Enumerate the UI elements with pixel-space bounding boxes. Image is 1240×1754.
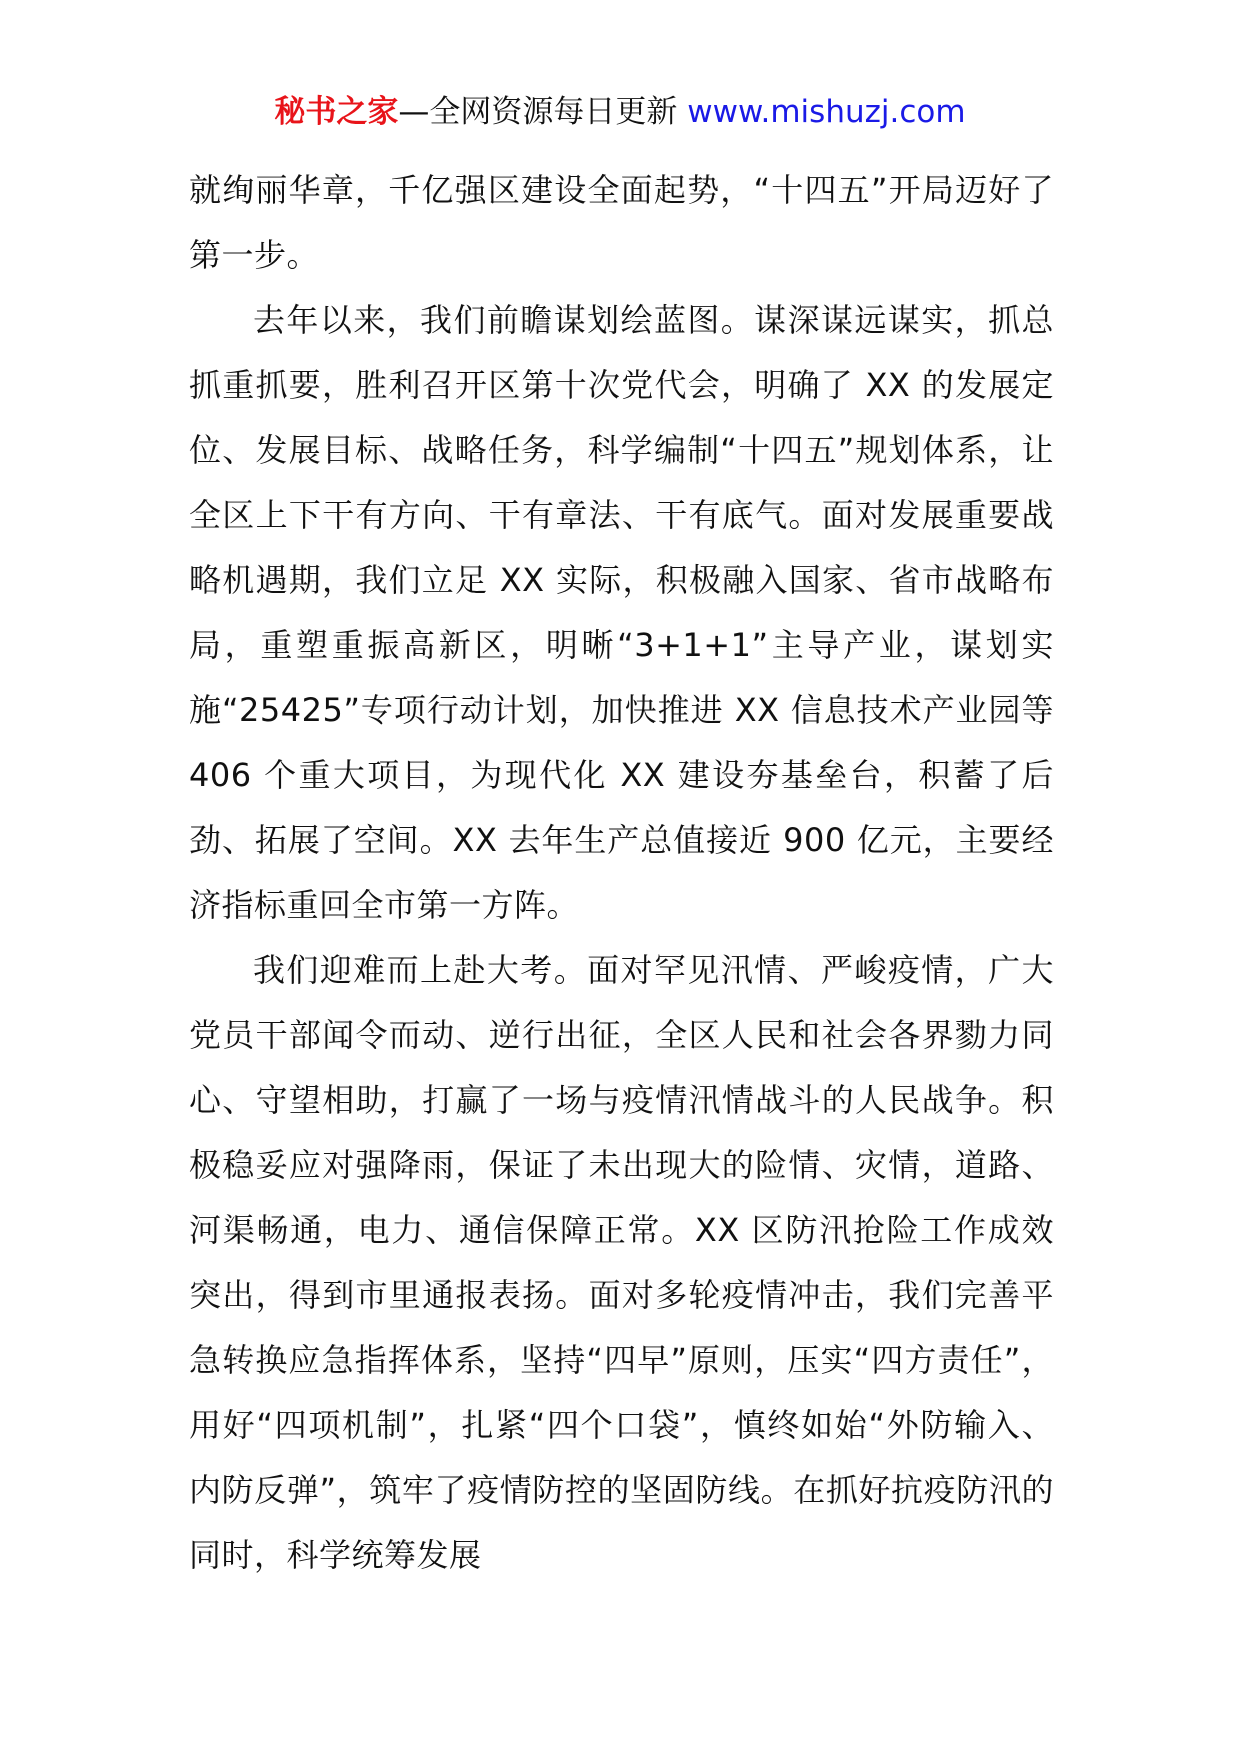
paragraph-challenges: 我们迎难而上赴大考。面对罕见汛情、严峻疫情，广大党员干部闻令而动、逆行出征，全区人民和社会各界勠力同心、守望相助，打赢了一场与疫情汛情战斗的人民战争。积极稳妥应对强降雨，保证了未出现大的险情、灾情，道路、河渠畅通，电力、通信保障正常。XX 区防汛抢险工作成效突出，得到市里通报表扬。面对多轮疫情冲击，我们完善平急转换应急指挥体系，坚持“四早”原则，压实“四方责任”，用好“四项机制”，扎紧“四个口袋”，慎终如始“外防输入、内防反弹”，筑牢了疫情防控的坚固防线。在抓好抗疫防汛的同时，科学统筹发展 bbox=[189, 951, 1054, 1574]
brand-name: 秘书之家 bbox=[274, 94, 399, 130]
paragraph-continuation: 就绚丽华章，千亿强区建设全面起势，“十四五”开局迈好了第一步。 bbox=[189, 171, 1054, 274]
document-header bbox=[0, 92, 1240, 132]
website-link[interactable]: www.mishuzj.com bbox=[687, 94, 966, 130]
header-tagline: —全网资源每日更新 bbox=[398, 94, 678, 130]
document-body bbox=[189, 158, 1054, 1588]
paragraph-planning: 去年以来，我们前瞻谋划绘蓝图。谋深谋远谋实，抓总抓重抓要，胜利召开区第十次党代会，明确了 XX 的发展定位、发展目标、战略任务，科学编制“十四五”规划体系，让全区上下干有方向、干有章法、干有底气。面对发展重要战略机遇期，我们立足 XX 实际，积极融入国家、省市战略布局，重塑重振高新区，明晰“3+1+1”主导产业，谋划实施“25425”专项行动计划，加快推进 XX 信息技术产业园等 406 个重大项目，为现代化 XX 建设夯基垒台，积蓄了后劲、拓展了空间。XX 去年生产总值接近 900 亿元，主要经济指标重回全市第一方阵。 bbox=[189, 301, 1054, 924]
